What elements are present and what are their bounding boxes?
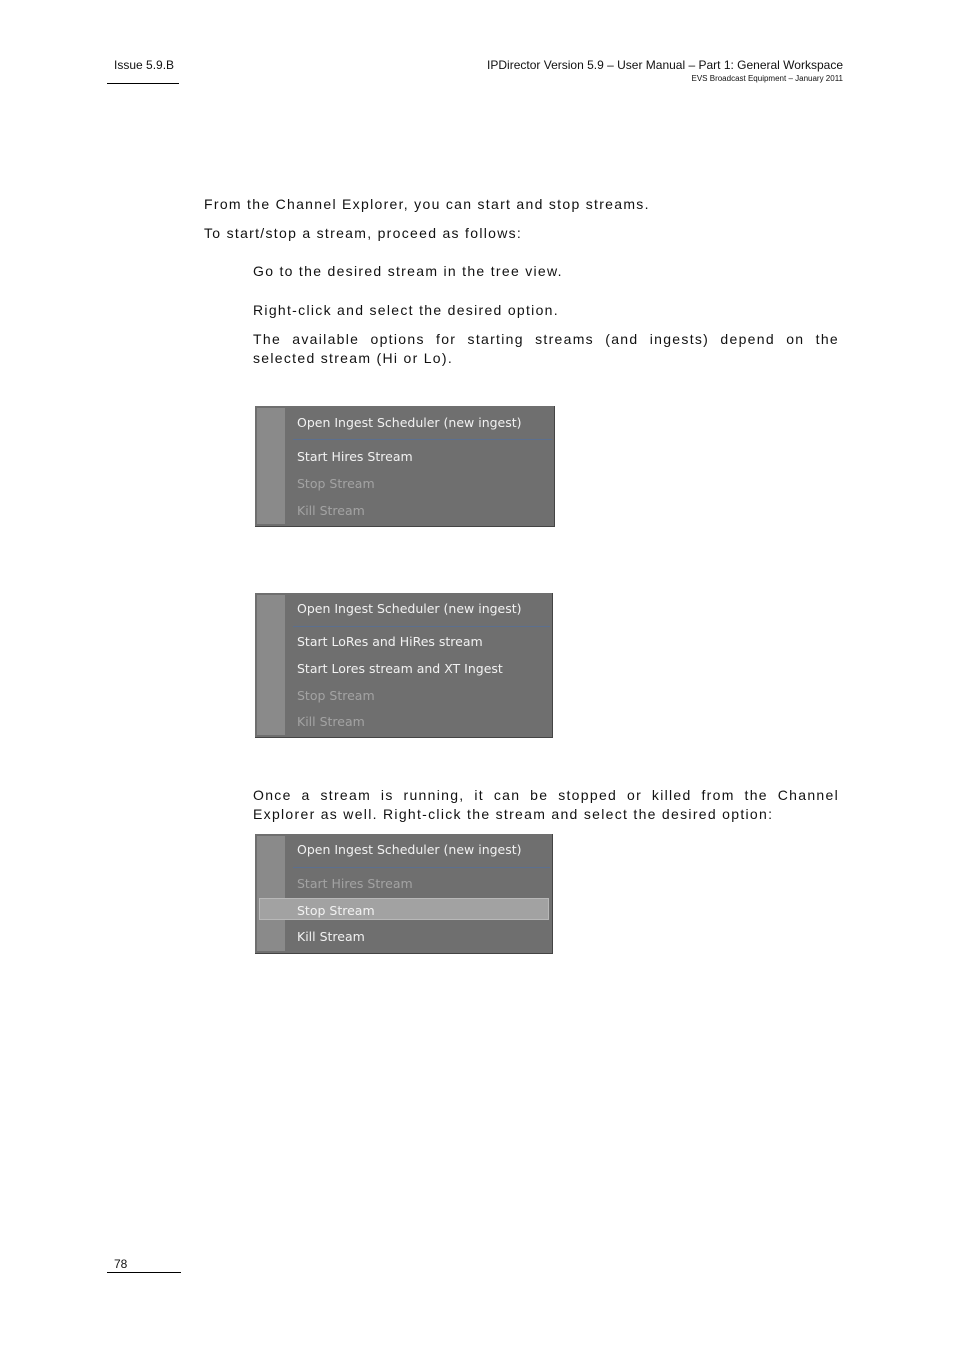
hires-context-menu xyxy=(255,406,555,527)
menu-icon-gutter xyxy=(257,836,285,951)
start-lores-and-hires-stream-item[interactable]: Start LoRes and HiRes stream xyxy=(297,634,483,649)
kill-stream-item[interactable]: Kill Stream xyxy=(297,929,365,944)
intro-paragraph: From the Channel Explorer, you can start and stop streams. xyxy=(204,196,650,212)
step-2: Right-click and select the desired option. xyxy=(253,302,559,318)
open-ingest-scheduler-item[interactable]: Open Ingest Scheduler (new ingest) xyxy=(297,842,522,857)
document-title: IPDirector Version 5.9 – User Manual – Part 1: General Workspace xyxy=(487,58,843,72)
procedure-intro: To start/stop a stream, proceed as follows: xyxy=(204,225,523,241)
document-subtitle: EVS Broadcast Equipment – January 2011 xyxy=(691,74,843,83)
open-ingest-scheduler-item[interactable]: Open Ingest Scheduler (new ingest) xyxy=(297,415,522,430)
running-stream-note: Once a stream is running, it can be stopped or killed from the Channel Explorer as well. Right-click the stream and select the desired option: xyxy=(253,787,839,822)
step-1: Go to the desired stream in the tree view. xyxy=(253,263,563,279)
kill-stream-item[interactable]: Kill Stream xyxy=(297,503,365,518)
menu-icon-gutter xyxy=(257,595,285,735)
start-lores-and-xt-ingest-item[interactable]: Start Lores stream and XT Ingest xyxy=(297,661,503,676)
running-stream-context-menu xyxy=(255,834,553,954)
menu-separator xyxy=(293,867,550,868)
step-2-note: The available options for starting streams (and ingests) depend on the selected stream (Hi or Lo). xyxy=(253,331,839,366)
menu-icon-gutter xyxy=(257,408,285,524)
footer-rule xyxy=(107,1272,181,1273)
stop-stream-item[interactable]: Stop Stream xyxy=(297,903,375,918)
menu-separator xyxy=(293,439,552,440)
page-number: 78 xyxy=(114,1257,128,1271)
lores-context-menu xyxy=(255,593,553,738)
kill-stream-item[interactable]: Kill Stream xyxy=(297,714,365,729)
stop-stream-item[interactable]: Stop Stream xyxy=(297,476,375,491)
start-hires-stream-item[interactable]: Start Hires Stream xyxy=(297,449,413,464)
issue-label: Issue 5.9.B xyxy=(114,58,175,72)
header-rule xyxy=(107,83,179,84)
open-ingest-scheduler-item[interactable]: Open Ingest Scheduler (new ingest) xyxy=(297,601,522,616)
stop-stream-item[interactable]: Stop Stream xyxy=(297,688,375,703)
start-hires-stream-item[interactable]: Start Hires Stream xyxy=(297,876,413,891)
menu-separator xyxy=(293,626,550,627)
